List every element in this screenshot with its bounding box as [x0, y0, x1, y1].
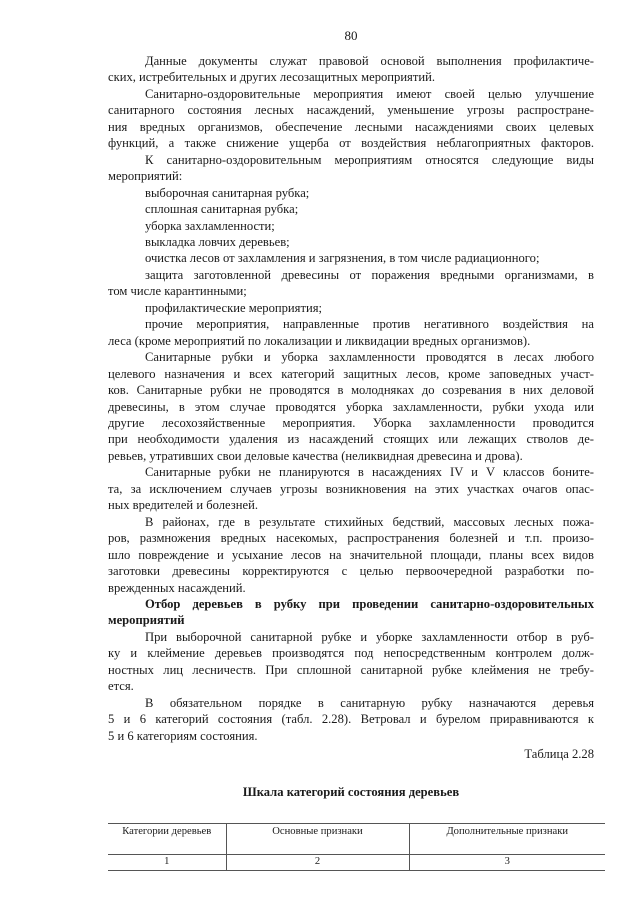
- table-title: Шкала категорий состояния деревьев: [242, 785, 460, 800]
- text-line: мероприятий:: [108, 169, 183, 184]
- text-line: очистка лесов от захламления и загрязнения, в том числе радиационного;: [145, 251, 540, 266]
- text-line: выборочная санитарная рубка;: [145, 185, 310, 200]
- section-heading-line: мероприятий: [108, 613, 185, 628]
- text-line: ков. Санитарные рубки не проводятся в молодняках до созревания в них деловой: [108, 383, 594, 398]
- text-line: леса (кроме мероприятий по локализации и ликвидации вредных организмов).: [108, 333, 531, 348]
- header-cell-extra-signs: Дополнительные признаки: [409, 824, 605, 855]
- column-number-2: 2: [226, 855, 409, 871]
- text-line: прочие мероприятия, направленные против негативного воздействия на: [145, 317, 594, 332]
- text-line: та, за исключением случаев угрозы возникновения на этих участках очагов опас-: [108, 481, 594, 496]
- condition-scale-table: [108, 823, 605, 871]
- text-line: 5 и 6 категорий состояния (табл. 2.28). Ветровал и бурелом приравниваются к: [108, 712, 594, 727]
- text-line: заготовки древесины корректируются с целью первоочередной разработки по-: [108, 564, 594, 579]
- text-line: ностных лиц лесничеств. При сплошной санитарной рубке клеймения не требу-: [108, 662, 594, 677]
- text-line: сплошная санитарная рубка;: [145, 202, 299, 217]
- table-caption: Таблица 2.28: [524, 747, 594, 762]
- text-line: Санитарные рубки не планируются в насаждениях IV и V классов бонитe-: [145, 465, 594, 480]
- text-line: другие лесохозяйственные мероприятия. Уборка захламленности проводится: [108, 415, 594, 430]
- text-line: В районах, где в результате стихийных бедствий, массовых лесных пожа-: [145, 514, 594, 529]
- text-line: ных вредителей и болезней.: [108, 498, 258, 513]
- column-number-1: 1: [108, 855, 226, 871]
- text-line: ревьев, утративших свои деловые качества (неликвидная древесина и дрова).: [108, 448, 523, 463]
- text-line: К санитарно-оздоровительным мероприятиям относятся следующие виды: [145, 152, 594, 167]
- text-line: профилактические мероприятия;: [145, 300, 322, 315]
- text-line: Санитарные рубки и уборка захламленности проводятся в лесах любого: [145, 350, 594, 365]
- text-line: древесины, в этом случае проводятся уборка захламленности, рубки ухода или: [108, 399, 594, 414]
- text-line: санитарного состояния лесных насаждений, уменьшение угрозы распростране-: [108, 103, 594, 118]
- text-line: ется.: [108, 679, 134, 694]
- page-number: 80: [344, 28, 358, 43]
- column-number-3: 3: [409, 855, 605, 871]
- text-line: при необходимости удаления из насаждений стоящих или лежащих стволов де-: [108, 432, 594, 447]
- table-header-row: [108, 824, 605, 855]
- text-line: шло повреждение и усыхание лесов на значительной площади, планы всех видов: [108, 547, 594, 562]
- text-line: 5 и 6 категориям состояния.: [108, 728, 258, 743]
- section-heading-line: Отбор деревьев в рубку при проведении санитарно-оздоровительных: [145, 596, 594, 611]
- text-line: Данные документы служат правовой основой выполнения профилактиче-: [145, 54, 594, 68]
- text-line: целевого назначения и всех категорий защитных лесов, кроме заповедных участ-: [108, 366, 594, 381]
- text-line: ку и клеймение деревьев производятся под непосредственным контролем долж-: [108, 646, 594, 661]
- text-line: В обязательном порядке в санитарную рубку назначаются деревья: [145, 695, 594, 710]
- body-text: [108, 53, 594, 744]
- header-cell-categories: Категории деревьев: [108, 824, 226, 855]
- text-line: защита заготовленной древесины от поражения вредными организмами, в: [145, 267, 594, 282]
- text-line: том числе карантинными;: [108, 284, 247, 299]
- text-line: При выборочной санитарной рубке и уборке захламленности отбор в руб-: [145, 629, 594, 644]
- text-line: Санитарно-оздоровительные мероприятия имеют своей целью улучшение: [145, 86, 594, 101]
- text-line: функций, а также снижение ущерба от воздействия неблагоприятных факторов.: [108, 136, 594, 151]
- text-line: выкладка ловчих деревьев;: [145, 234, 290, 249]
- header-cell-main-signs: Основные признаки: [226, 824, 409, 855]
- text-line: уборка захламленности;: [145, 218, 275, 233]
- text-line: врежденных насаждений.: [108, 580, 246, 595]
- text-line: ских, истребительных и других лесозащитных мероприятий.: [108, 70, 435, 85]
- text-line: ров, размножения вредных насекомых, распространения болезней и т.п. произо-: [108, 531, 594, 546]
- document-page: [108, 28, 594, 871]
- table-number-row: [108, 855, 605, 871]
- text-line: ния вредных организмов, обеспечение лесными насаждениями своих целевых: [108, 119, 594, 134]
